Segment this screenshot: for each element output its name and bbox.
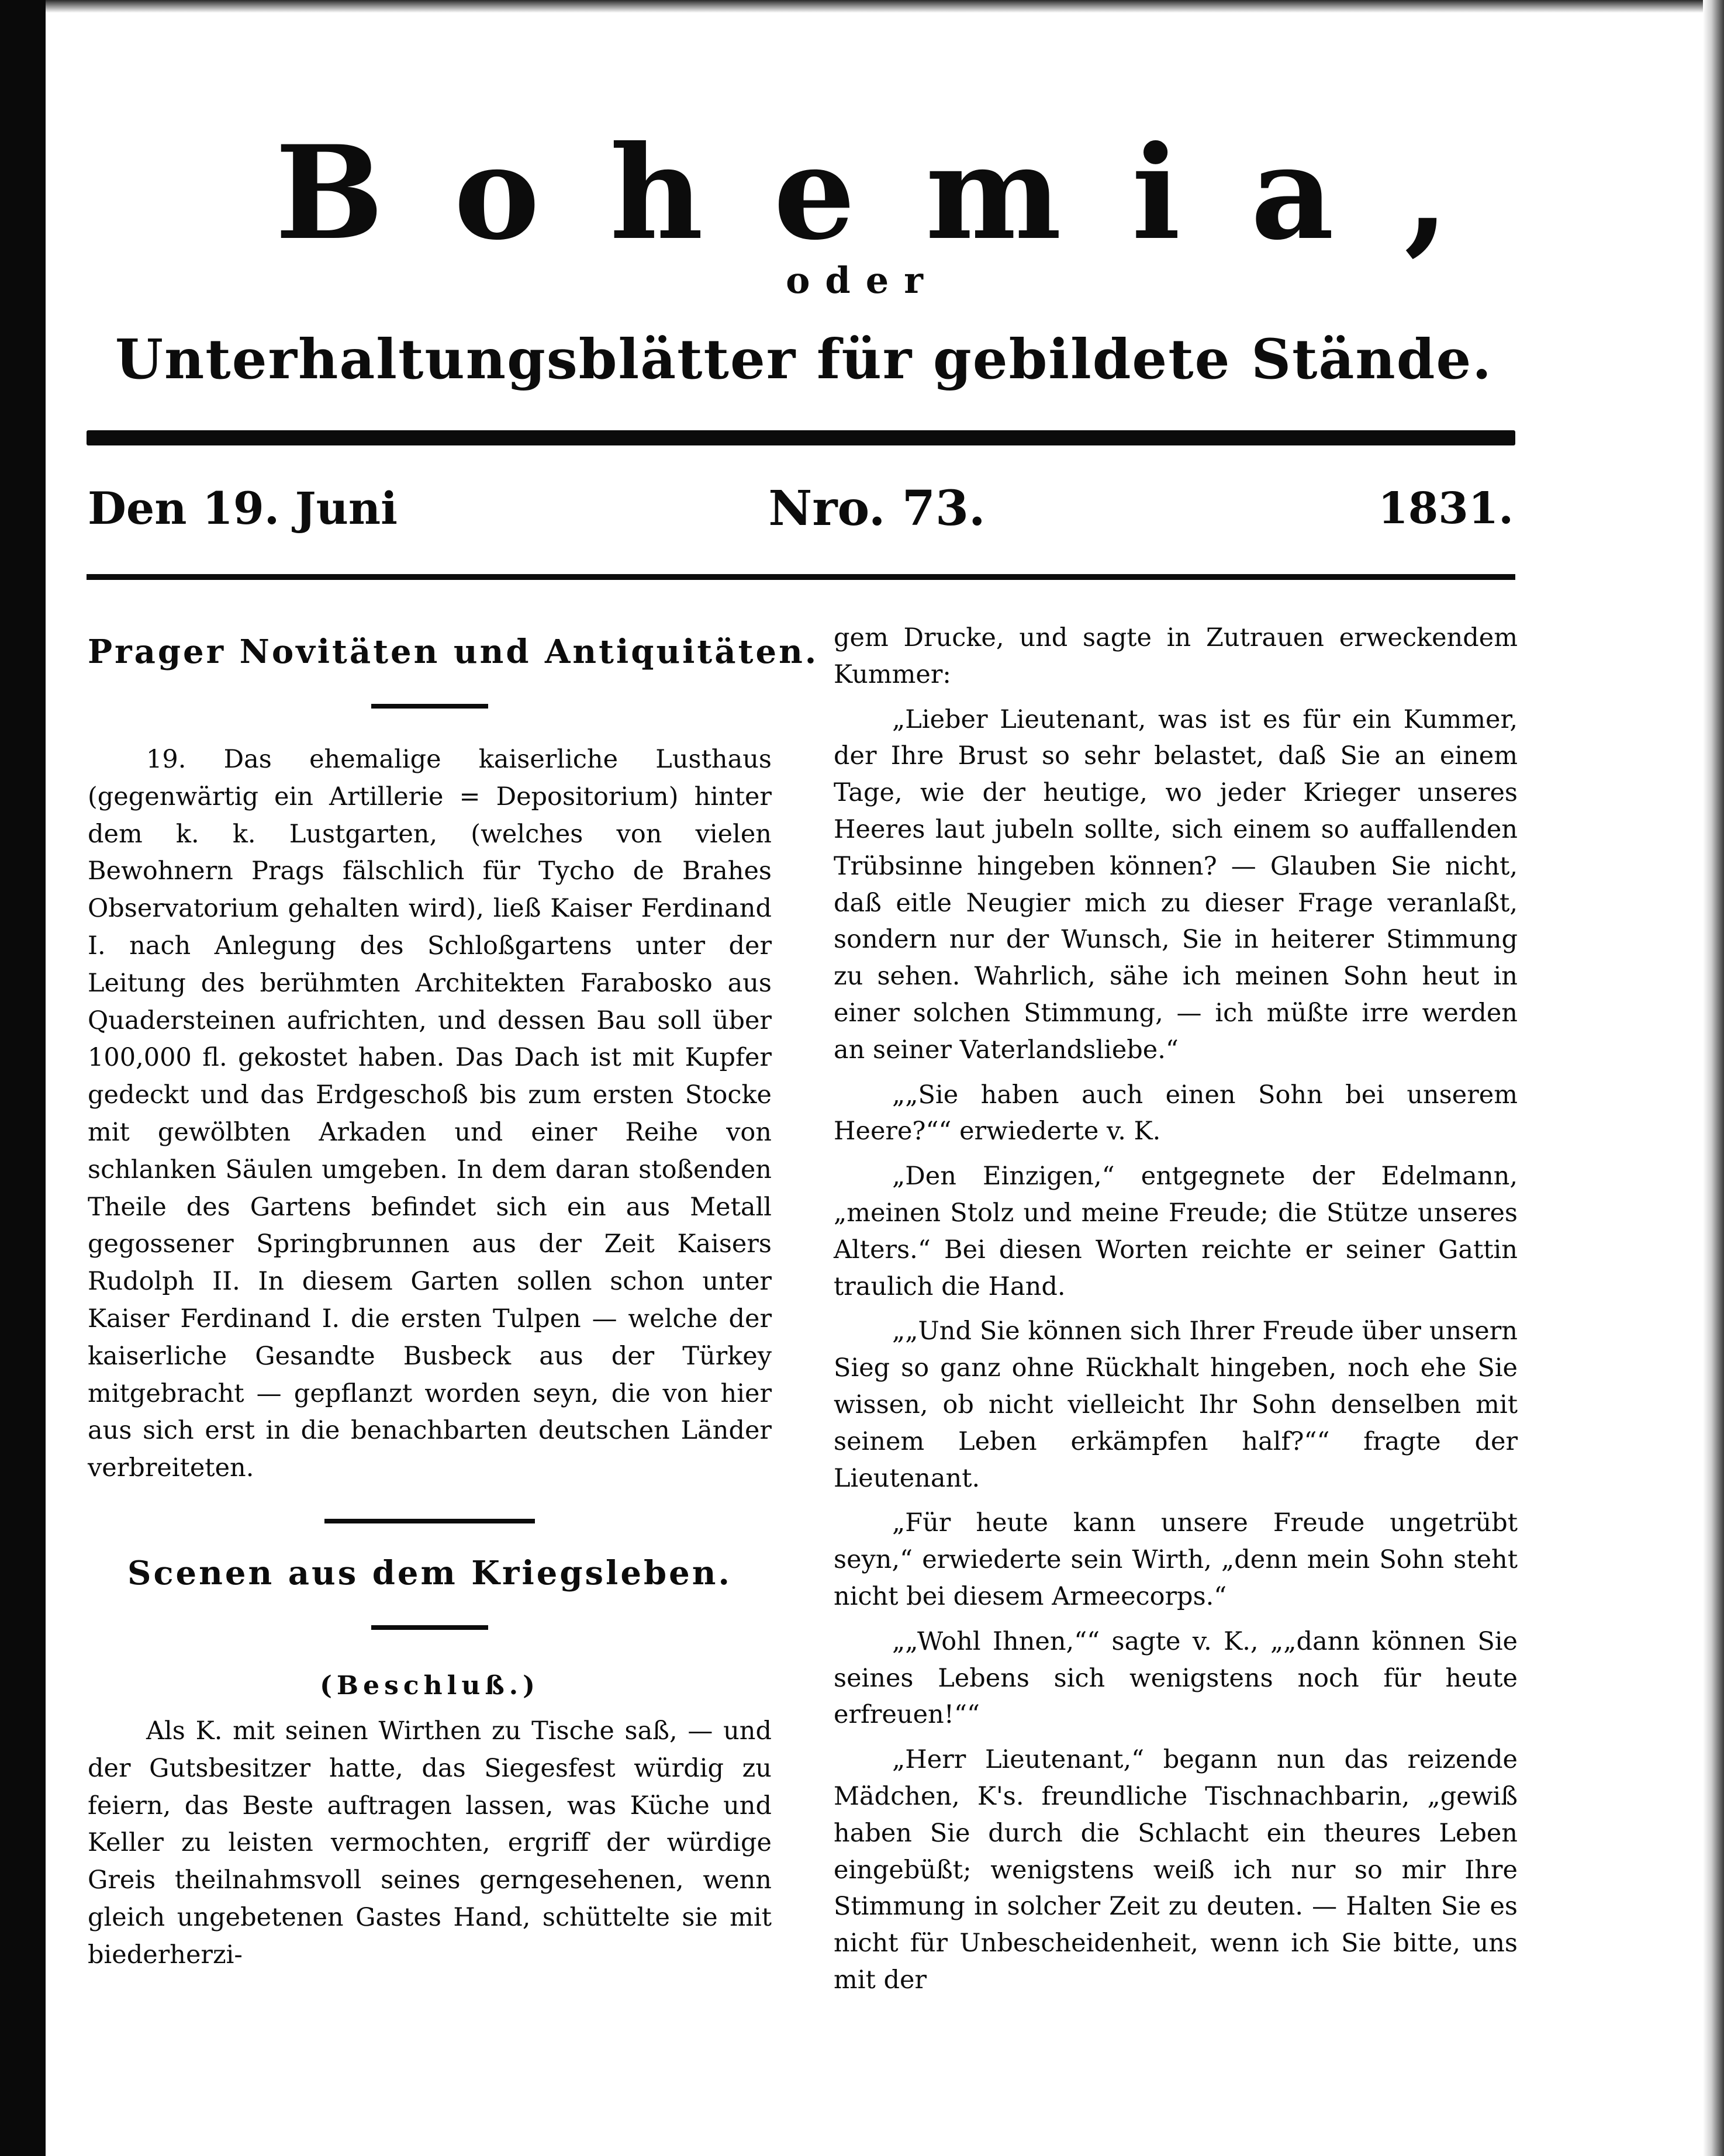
masthead-subtitle: Unterhaltungsblätter für gebildete Stände.: [115, 327, 1493, 392]
masthead-title: Bohemia,: [275, 117, 1519, 268]
section-heading-kriegsleben: Scenen aus dem Kriegsleben.: [127, 1553, 732, 1592]
right-column: [834, 620, 1518, 2064]
dateline-rule: [87, 574, 1515, 580]
article-paragraph: 19. Das ehemalige kaiserliche Lusthaus (gegenwärtig ein Artillerie = Depositorium) hinter dem k. k. Lustgarten, (welches von vielen Bewohnern Prags fälschlich für Tycho de Brahes Observatorium gehalten wird), ließ Kaiser Ferdinand I. nach Anlegung des Schloßgartens unter der Leitung des berühmten Architekten Farabosko aus Quadersteinen aufrichten, und dessen Bau soll über 100,000 fl. gekostet haben. Das Dach ist mit Kupfer gedeckt und das Erdgeschoß bis zum ersten Stocke mit gewölbten Arkaden und einer Reihe von schlanken Säulen umgeben. In dem daran stoßenden Theile des Gartens befindet sich ein aus Metall gegossener Springbrunnen aus der Zeit Kaisers Rudolph II. In diesem Garten sollen schon unter Kaiser Ferdinand I. die ersten Tulpen — welche der kaiserliche Gesandte Busbeck aus der Türkey mitgebracht — gepflanzt worden seyn, die von hier aus sich erst in die benachbarten deutschen Länder verbreiteten.: [88, 745, 772, 1483]
article-subheading: (Beschluß.): [320, 1670, 540, 1701]
article-paragraph: „„Wohl Ihnen,““ sagte v. K., „„dann können Sie seines Lebens sich wenigstens noch für heute erfreuen!““: [834, 1626, 1518, 1730]
issue-date: Den 19. Juni: [88, 482, 398, 534]
article-paragraph: „Herr Lieutenant,“ begann nun das reizende Mädchen, K's. freundliche Tischnachbarin, „gewiß haben Sie durch die Schlacht ein theures Leben eingebüßt; wenigstens weiß ich nur so mir Ihre Stimmung in solcher Zeit zu deuten. — Halten Sie es nicht für Unbescheidenheit, wenn ich Sie bitte, uns mit der: [834, 1745, 1518, 1995]
masthead-rule: [87, 430, 1515, 445]
article-divider: [324, 1519, 535, 1523]
article-paragraph: „„Sie haben auch einen Sohn bei unserem Heere?““ erwiederte v. K.: [834, 1080, 1518, 1146]
article-paragraph: Als K. mit seinen Wirthen zu Tische saß, — und der Gutsbesitzer hatte, das Siegesfest würdig zu feiern, das Beste auftragen lassen, was Küche und Keller zu leisten vermochten, ergriff der würdige Greis theilnahmsvoll seines gerngesehenen, wenn gleich ungebetenen Gastes Hand, schüttelte sie mit biederherzi-: [88, 1716, 772, 1970]
article-paragraph: „Für heute kann unsere Freude ungetrübt seyn,“ erwiederte sein Wirth, „denn mein Sohn steht nicht bei diesem Armeecorps.“: [834, 1508, 1518, 1611]
article-paragraph: „Den Einzigen,“ entgegnete der Edelmann, „meinen Stolz und meine Freude; die Stütze unseres Alters.“ Bei diesen Worten reichte er seiner Gattin traulich die Hand.: [834, 1162, 1518, 1301]
page-top-edge: [46, 0, 1703, 13]
page-binding-edge: [0, 0, 46, 2156]
issue-year: 1831.: [1378, 483, 1514, 534]
masthead-oder: oder: [786, 259, 938, 302]
page-right-edge: [1703, 0, 1724, 2156]
left-column: [88, 620, 819, 2064]
issue-number: Nro. 73.: [768, 481, 986, 537]
article-paragraph: „Lieber Lieutenant, was ist es für ein Kummer, der Ihre Brust so sehr belastet, daß Sie an einem Tage, wie der heutige, wo jeder Krieger unseres Heeres laut jubeln sollte, sich einem so auffallenden Trübsinne hingeben können? — Glauben Sie nicht, daß eitle Neugier mich zu dieser Frage veranlaßt, sondern nur der Wunsch, Sie in heiterer Stimmung zu sehen. Wahrlich, sähe ich meinen Sohn heut in einer solchen Stimmung, — ich müßte irre werden an seiner Vaterlandsliebe.“: [834, 704, 1518, 1065]
section-divider: [371, 704, 488, 709]
article-paragraph: „„Und Sie können sich Ihrer Freude über unsern Sieg so ganz ohne Rückhalt hingeben, noch ehe Sie wissen, ob nicht vielleicht Ihr Sohn denselben mit seinem Leben erkämpfen half?““ fragte der Lieutenant.: [834, 1317, 1518, 1493]
article-paragraph: gem Drucke, und sagte in Zutrauen erweckendem Kummer:: [834, 623, 1518, 689]
section-heading-novitaeten: Prager Novitäten und Antiquitäten.: [88, 633, 819, 671]
section-divider: [371, 1625, 488, 1630]
